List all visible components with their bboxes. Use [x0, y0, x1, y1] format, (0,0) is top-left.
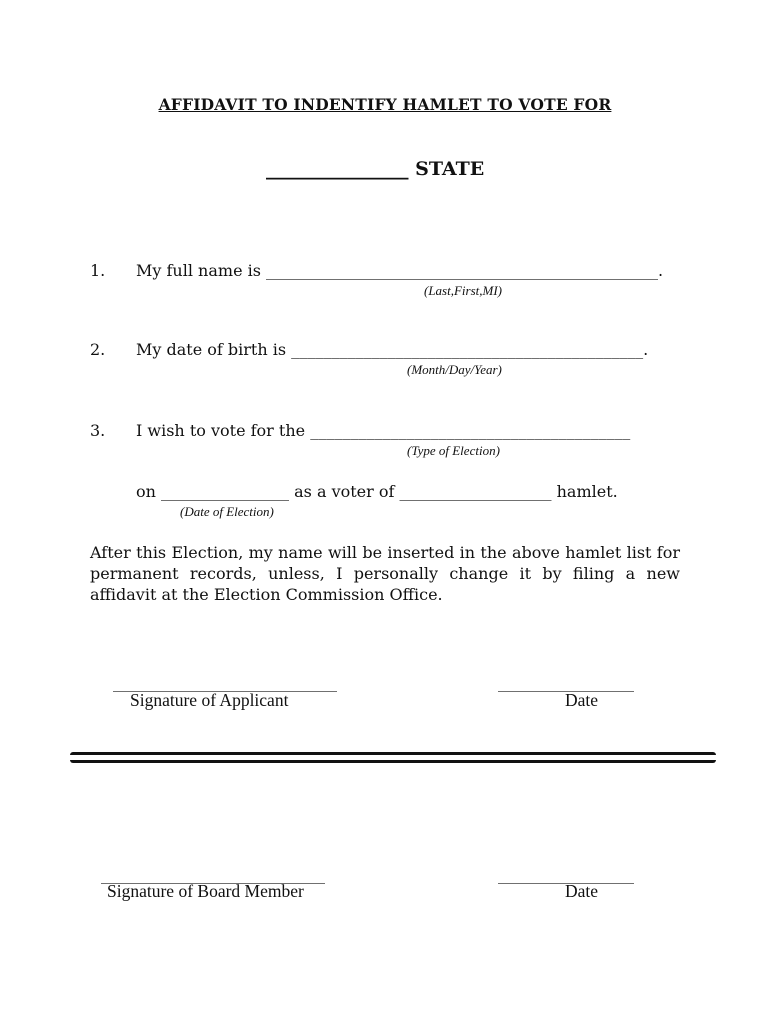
election-date-hamlet-line: on ________________ as a voter of ___________________ hamlet.	[136, 482, 618, 501]
full-name-line: My full name is _________________________________________________.	[136, 261, 664, 280]
election-type-hint: (Type of Election)	[407, 443, 500, 458]
item-number-2: 2.	[90, 340, 106, 359]
board-member-date-line: _________________	[498, 865, 634, 884]
applicant-signature-line: ____________________________	[113, 673, 337, 692]
permanent-records-paragraph: After this Election, my name will be inserted in the above hamlet list for permanent records, unless, I personally change it by filing a new affidavit at the Election Commission Office.	[90, 543, 680, 604]
applicant-date-line: _________________	[498, 673, 634, 692]
board-member-signature-label: Signature of Board Member	[107, 881, 304, 901]
item-number-3: 3.	[90, 421, 106, 440]
election-date-hint: (Date of Election)	[180, 504, 274, 519]
section-divider	[70, 752, 716, 763]
election-type-line: I wish to vote for the ________________________________________	[136, 421, 631, 440]
applicant-date-label: Date	[565, 690, 599, 710]
board-member-signature-line: ____________________________	[101, 865, 325, 884]
board-member-date-label: Date	[565, 881, 599, 901]
state-line: _______________ STATE	[266, 158, 485, 180]
applicant-signature-label: Signature of Applicant	[130, 690, 289, 710]
item-number-1: 1.	[90, 261, 106, 280]
document-title: AFFIDAVIT TO INDENTIFY HAMLET TO VOTE FOR	[158, 95, 612, 114]
date-of-birth-hint: (Month/Day/Year)	[407, 362, 502, 377]
full-name-hint: (Last,First,MI)	[424, 283, 502, 298]
date-of-birth-line: My date of birth is ____________________________________________.	[136, 340, 649, 359]
